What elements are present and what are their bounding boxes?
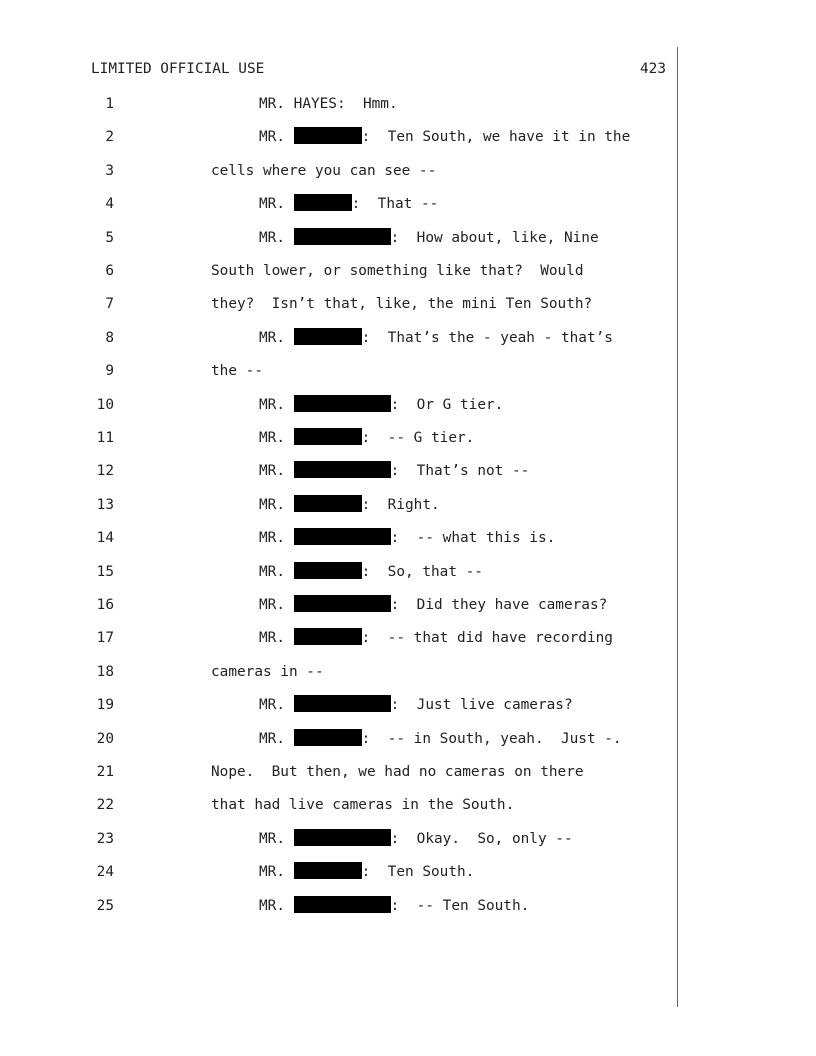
line-text: cameras in -- — [211, 664, 324, 680]
transcript-line — [0, 729, 670, 749]
line-text: So, that -- — [387, 564, 483, 580]
speaker-colon: : — [361, 864, 371, 880]
line-text: That -- — [377, 196, 439, 212]
line-text: cells where you can see -- — [211, 163, 437, 179]
line-text: South lower, or something like that? Would — [211, 263, 584, 279]
transcript-line — [0, 528, 670, 548]
speaker-title: MR. — [259, 430, 285, 446]
line-number: 20 — [96, 731, 114, 747]
redacted-name-block — [294, 127, 362, 144]
transcript-line — [0, 328, 670, 348]
transcript-line — [0, 461, 670, 481]
speaker-colon: : — [390, 831, 400, 847]
line-text: How about, like, Nine — [416, 230, 599, 246]
transcript-line — [0, 194, 670, 214]
redacted-name-block — [294, 461, 391, 478]
speaker-title: MR. — [259, 898, 285, 914]
redacted-name-block — [294, 495, 362, 512]
speaker-title: MR. — [259, 597, 285, 613]
speaker-line — [259, 328, 613, 348]
redacted-name-block — [294, 395, 391, 412]
speaker-line — [259, 829, 573, 849]
transcript-line — [0, 428, 670, 448]
redacted-name-block — [294, 228, 391, 245]
line-number: 19 — [96, 697, 114, 713]
line-number: 21 — [96, 764, 114, 780]
redacted-name-block — [294, 896, 391, 913]
transcript-line — [0, 795, 670, 815]
speaker-line — [259, 495, 440, 515]
line-number: 25 — [96, 898, 114, 914]
speaker-title: MR. — [259, 463, 285, 479]
line-text: Did they have cameras? — [416, 597, 608, 613]
transcript-line — [0, 862, 670, 882]
classification-header: LIMITED OFFICIAL USE — [91, 61, 265, 77]
speaker-colon: : — [390, 697, 400, 713]
transcript-line — [0, 294, 670, 314]
line-number: 11 — [96, 430, 114, 446]
speaker-colon: : — [361, 630, 371, 646]
speaker-colon: : — [351, 196, 361, 212]
redacted-name-block — [294, 528, 391, 545]
redacted-name-block — [294, 328, 362, 345]
speaker-title: MR. — [259, 497, 285, 513]
redacted-name-block — [294, 595, 391, 612]
line-number: 3 — [105, 163, 114, 179]
speaker-line — [259, 862, 474, 882]
speaker-colon: : — [361, 129, 371, 145]
speaker-line — [259, 595, 607, 615]
transcript-line — [0, 261, 670, 281]
transcript-line — [0, 595, 670, 615]
speaker-colon: : — [390, 597, 400, 613]
speaker-title: MR. — [259, 630, 285, 646]
line-number: 14 — [96, 530, 114, 546]
line-number: 6 — [105, 263, 114, 279]
speaker-line — [259, 461, 529, 481]
line-number: 5 — [105, 230, 114, 246]
line-number: 12 — [96, 463, 114, 479]
transcript-line — [0, 562, 670, 582]
speaker-name: MR. HAYES: — [259, 96, 346, 112]
speaker-title: MR. — [259, 196, 285, 212]
line-number: 24 — [96, 864, 114, 880]
redacted-name-block — [294, 862, 362, 879]
speaker-colon: : — [361, 731, 371, 747]
speaker-line — [259, 528, 555, 548]
line-number: 9 — [105, 363, 114, 379]
speaker-line — [259, 729, 622, 749]
line-number: 15 — [96, 564, 114, 580]
speaker-line — [259, 194, 438, 214]
right-margin-rule — [677, 47, 678, 1007]
line-number: 8 — [105, 330, 114, 346]
speaker-title: MR. — [259, 397, 285, 413]
line-number: 17 — [96, 630, 114, 646]
speaker-colon: : — [390, 230, 400, 246]
line-text: that had live cameras in the South. — [211, 797, 515, 813]
transcript-line — [0, 762, 670, 782]
line-text: Ten South. — [387, 864, 475, 880]
speaker-colon: : — [390, 397, 400, 413]
line-text: Right. — [387, 497, 440, 513]
transcript-line — [0, 395, 670, 415]
speaker-title: MR. — [259, 230, 285, 246]
page-number: 423 — [640, 61, 666, 77]
speaker-line — [259, 562, 483, 582]
line-number: 7 — [105, 296, 114, 312]
line-text: Hmm. — [362, 96, 398, 112]
speaker-title: MR. — [259, 330, 285, 346]
speaker-title: MR. — [259, 731, 285, 747]
line-text: Just live cameras? — [416, 697, 573, 713]
speaker-title: MR. — [259, 564, 285, 580]
speaker-title: MR. — [259, 530, 285, 546]
line-number: 18 — [96, 664, 114, 680]
line-text: -- G tier. — [387, 430, 475, 446]
speaker-line — [259, 94, 398, 114]
line-text: -- in South, yeah. Just -. — [387, 731, 622, 747]
speaker-title: MR. — [259, 129, 285, 145]
speaker-title: MR. — [259, 831, 285, 847]
line-number: 2 — [105, 129, 114, 145]
speaker-colon: : — [361, 330, 371, 346]
line-number: 1 — [105, 96, 114, 112]
redacted-name-block — [294, 428, 362, 445]
line-number: 16 — [96, 597, 114, 613]
transcript-line — [0, 662, 670, 682]
line-number: 13 — [96, 497, 114, 513]
speaker-line — [259, 228, 599, 248]
transcript-line — [0, 628, 670, 648]
line-text: Nope. But then, we had no cameras on there — [211, 764, 584, 780]
line-text: -- what this is. — [416, 530, 556, 546]
transcript-line — [0, 361, 670, 381]
speaker-title: MR. — [259, 697, 285, 713]
line-number: 23 — [96, 831, 114, 847]
transcript-line — [0, 829, 670, 849]
line-text: the -- — [211, 363, 263, 379]
line-text: Ten South, we have it in the — [387, 129, 631, 145]
speaker-colon: : — [361, 497, 371, 513]
redacted-name-block — [294, 194, 352, 211]
redacted-name-block — [294, 829, 391, 846]
speaker-line — [259, 428, 474, 448]
speaker-colon: : — [361, 430, 371, 446]
speaker-line — [259, 127, 630, 147]
line-number: 4 — [105, 196, 114, 212]
line-text: That’s the - yeah - that’s — [387, 330, 613, 346]
line-number: 22 — [96, 797, 114, 813]
line-text: -- Ten South. — [416, 898, 530, 914]
transcript-line — [0, 896, 670, 916]
line-text: Or G tier. — [416, 397, 504, 413]
transcript-line — [0, 161, 670, 181]
transcript-line — [0, 127, 670, 147]
speaker-colon: : — [361, 564, 371, 580]
redacted-name-block — [294, 729, 362, 746]
speaker-line — [259, 896, 529, 916]
line-text: they? Isn’t that, like, the mini Ten South? — [211, 296, 593, 312]
line-text: That’s not -- — [416, 463, 530, 479]
transcript-line — [0, 495, 670, 515]
speaker-colon: : — [390, 530, 400, 546]
redacted-name-block — [294, 695, 391, 712]
speaker-colon: : — [390, 463, 400, 479]
speaker-colon: : — [390, 898, 400, 914]
line-number: 10 — [96, 397, 114, 413]
line-text: -- that did have recording — [387, 630, 613, 646]
speaker-line — [259, 628, 613, 648]
line-text: Okay. So, only -- — [416, 831, 573, 847]
speaker-line — [259, 695, 573, 715]
redacted-name-block — [294, 628, 362, 645]
transcript-line — [0, 695, 670, 715]
transcript-line — [0, 228, 670, 248]
transcript-line — [0, 94, 670, 114]
speaker-line — [259, 395, 503, 415]
redacted-name-block — [294, 562, 362, 579]
speaker-title: MR. — [259, 864, 285, 880]
